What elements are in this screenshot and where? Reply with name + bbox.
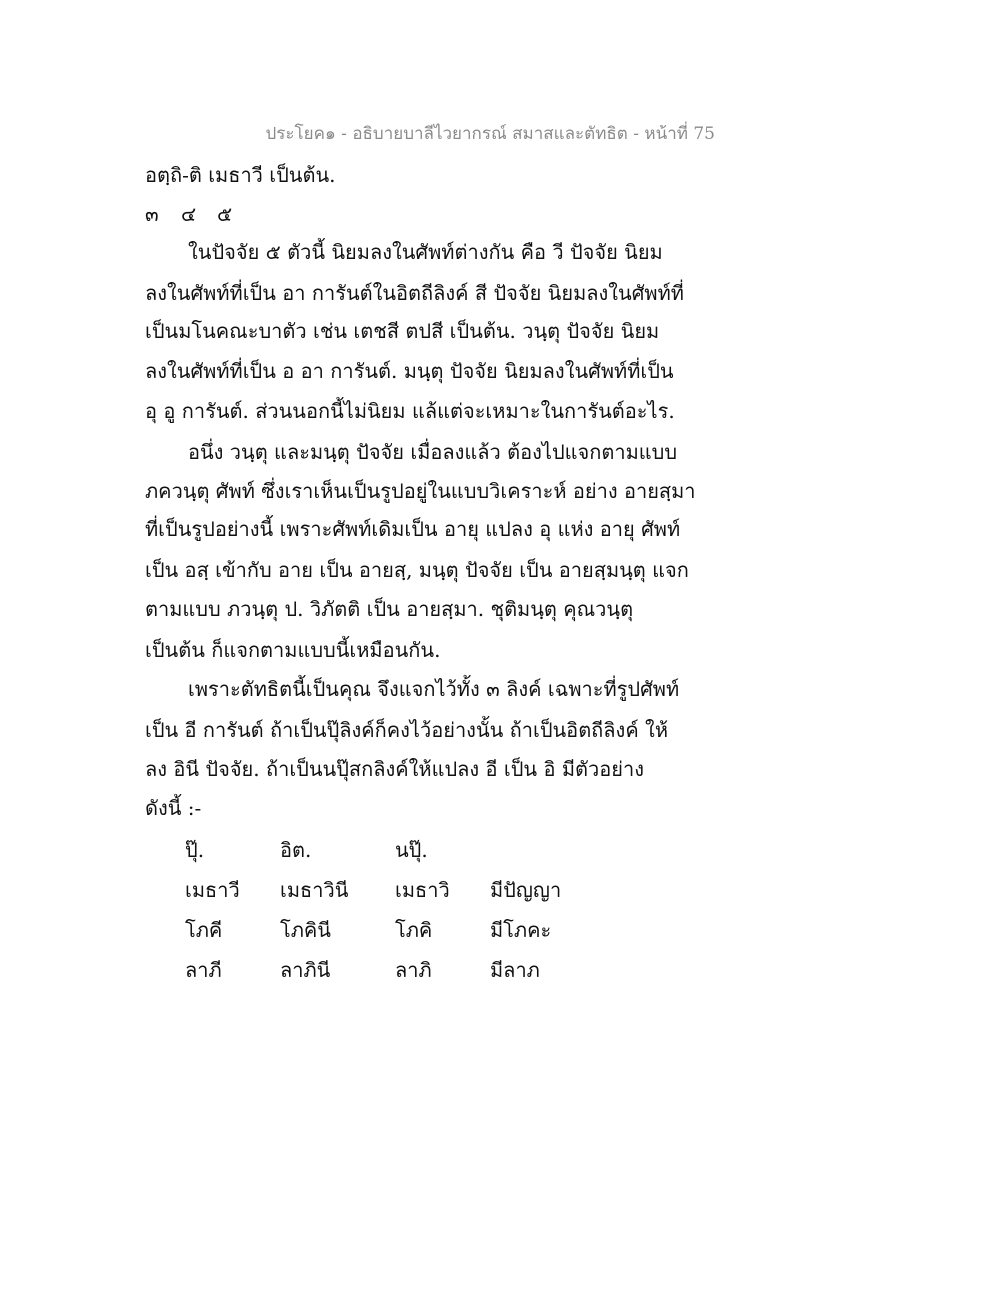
paragraph-line: อนึ่ง วนฺตุ และมนฺตุ ปัจจัย เมื่อลงแล้ว ต้องไปแจกตามแบบ (188, 440, 678, 464)
paragraph-line: เพราะตัทธิตนี้เป็นคุณ จึงแจกไว้ทั้ง ๓ ลิงค์ เฉพาะที่รูปศัพท์ (188, 677, 680, 701)
table-header-cell: นปุ๊. (395, 838, 428, 862)
table-cell: โภคี (185, 918, 223, 942)
table-cell: ลาภี (185, 958, 222, 982)
text-line: อตฺถิ-ติ เมธาวี เป็นต้น. (145, 163, 336, 187)
table-cell: ลาภินี (280, 958, 331, 982)
table-row (185, 876, 645, 916)
table-cell: มีลาภ (490, 958, 540, 982)
paragraph-line: เป็น อี การันต์ ถ้าเป็นปุ๊ลิงค์ก็คงไว้อย่างนั้น ถ้าเป็นอิตถีลิงค์ ให้ (145, 718, 668, 742)
paragraph-line: ที่เป็นรูปอย่างนี้ เพราะศัพท์เดิมเป็น อายุ แปลง อุ แห่ง อายุ ศัพท์ (145, 517, 681, 541)
paragraph-line: เป็น อสฺ เข้ากับ อาย เป็น อายสฺ, มนฺตุ ปัจจัย เป็น อายสฺมนฺตุ แจก (145, 558, 689, 582)
table-cell: มีปัญญา (490, 878, 562, 902)
digit: ๕ (217, 202, 233, 226)
table-row (185, 916, 645, 956)
digit-row (145, 200, 253, 228)
paragraph-line: ตามแบบ ภวนฺตุ ป. วิภัตติ เป็น อายสฺมา. ชุติมนฺตุ คุณวนฺตุ (145, 597, 634, 621)
table-header-cell: ปุ๊. (185, 838, 205, 862)
digit: ๔ (181, 202, 197, 226)
digit: ๓ (145, 202, 159, 226)
table-cell: โภคิ (395, 918, 433, 942)
paragraph-line: ลงในศัพท์ที่เป็น อ อา การันต์. มนฺตุ ปัจจัย นิยมลงในศัพท์ที่เป็น (145, 359, 674, 383)
table-cell: เมธาวินี (280, 878, 349, 902)
paragraph-line: ลงในศัพท์ที่เป็น อา การันต์ในอิตถีลิงค์ สี ปัจจัย นิยมลงในศัพท์ที่ (145, 281, 684, 305)
page-header: ประโยค๑ - อธิบายบาลีไวยากรณ์ สมาสและตัทธิต - หน้าที่ 75 (265, 124, 715, 144)
table-cell: โภคินี (280, 918, 331, 942)
paragraph-line: เป็นมโนคณะบาตัว เช่น เตชสี ตปสี เป็นต้น. วนฺตุ ปัจจัย นิยม (145, 319, 660, 343)
table-cell: มีโภคะ (490, 918, 552, 942)
table-header-cell: อิต. (280, 838, 312, 862)
table-cell: เมธาวี (185, 878, 240, 902)
table-row (185, 956, 645, 996)
declension-table (185, 836, 645, 996)
table-header-row (185, 836, 645, 876)
paragraph-line: ภควนฺตุ ศัพท์ ซึ่งเราเห็นเป็นรูปอยู่ในแบบวิเคราะห์ อย่าง อายสฺมา (145, 479, 696, 503)
paragraph-line: เป็นต้น ก็แจกตามแบบนี้เหมือนกัน. (145, 638, 441, 662)
table-cell: ลาภิ (395, 958, 432, 982)
paragraph-line: อุ อู การันต์. ส่วนนอกนี้ไม่นิยม แล้แต่จะเหมาะในการันต์อะไร. (145, 399, 675, 423)
paragraph-line: ดังนี้ :- (145, 796, 202, 820)
table-cell: เมธาวิ (395, 878, 450, 902)
paragraph-line: ลง อินี ปัจจัย. ถ้าเป็นนปุ๊สกลิงค์ให้แปลง อี เป็น อิ มีตัวอย่าง (145, 757, 644, 781)
paragraph-line: ในปัจจัย ๕ ตัวนี้ นิยมลงในศัพท์ต่างกัน คือ วี ปัจจัย นิยม (188, 240, 663, 264)
